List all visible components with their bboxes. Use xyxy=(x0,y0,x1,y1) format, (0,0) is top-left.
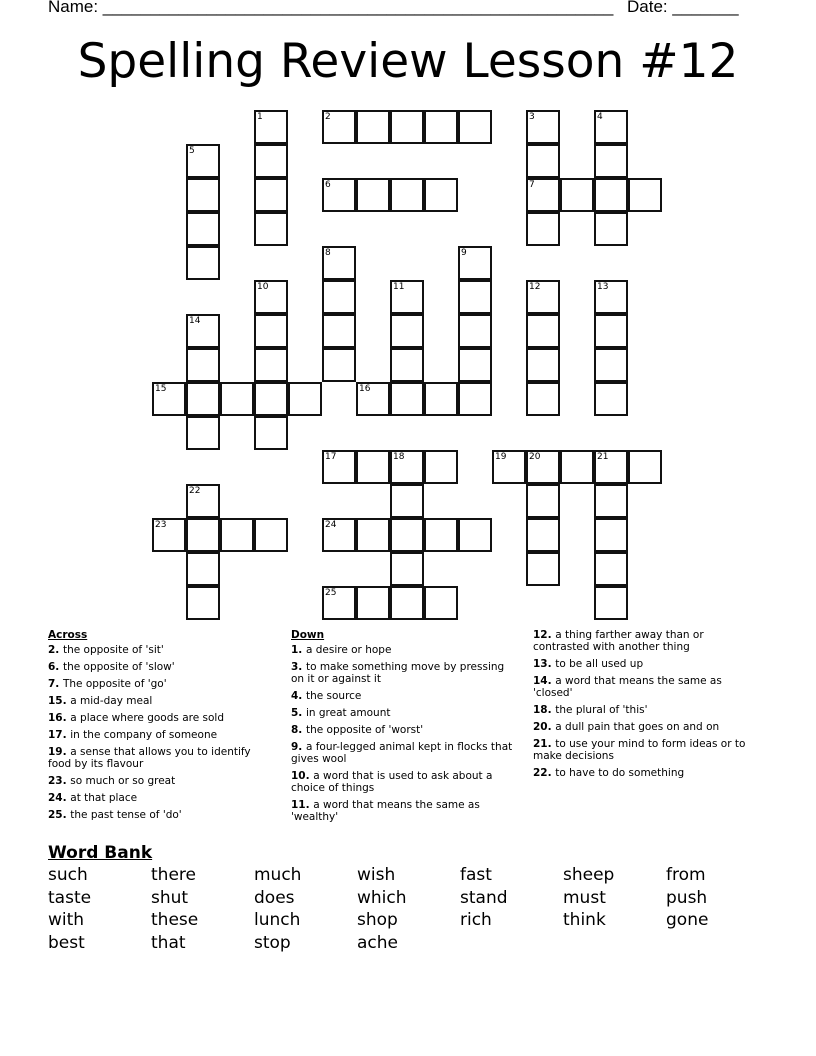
clue-number-label: 24. xyxy=(48,792,71,804)
clue-number-label: 25. xyxy=(48,809,71,821)
word-bank-word: such xyxy=(48,865,88,885)
crossword-cell[interactable] xyxy=(356,450,390,484)
crossword-cell[interactable] xyxy=(186,382,220,416)
clue-number: 1 xyxy=(257,112,263,122)
clue-item xyxy=(533,767,761,779)
word-bank-word: which xyxy=(357,887,407,908)
clue-item xyxy=(48,775,276,787)
clue-number: 12 xyxy=(529,282,541,292)
name-line[interactable]: ______________________________________________________ xyxy=(102,0,614,16)
clue-number: 16 xyxy=(359,384,371,394)
crossword-cell[interactable] xyxy=(390,484,424,518)
word-bank-word: stand xyxy=(460,887,508,908)
clue-text: the plural of 'this' xyxy=(555,704,648,716)
crossword-cell[interactable] xyxy=(254,348,288,382)
word-bank-word: best xyxy=(48,932,85,953)
clue-text: the opposite of 'sit' xyxy=(62,644,164,656)
clue-number: 18 xyxy=(393,452,405,462)
word-bank-word: does xyxy=(254,887,295,908)
clue-text: a desire or hope xyxy=(305,644,392,656)
crossword-cell[interactable] xyxy=(322,110,356,144)
crossword-cell[interactable] xyxy=(594,348,628,382)
clue-item xyxy=(533,629,761,653)
crossword-cell[interactable] xyxy=(594,110,628,144)
word-bank-word: stop xyxy=(254,932,291,953)
crossword-cell[interactable] xyxy=(186,552,220,586)
crossword-cell[interactable] xyxy=(424,178,458,212)
clue-text: so much or so great xyxy=(70,775,176,787)
crossword-cell[interactable] xyxy=(594,212,628,246)
crossword-cell[interactable] xyxy=(186,586,220,620)
word-bank-grid xyxy=(48,865,769,953)
crossword-cell[interactable] xyxy=(526,450,560,484)
crossword-cell[interactable] xyxy=(186,314,220,348)
crossword-cell[interactable] xyxy=(152,518,186,552)
clue-number: 10 xyxy=(257,282,269,292)
crossword-cell[interactable] xyxy=(220,518,254,552)
clue-number-label: 21. xyxy=(533,738,556,750)
crossword-cell[interactable] xyxy=(560,450,594,484)
clue-text: a sense that allows you to identify food by its flavour xyxy=(48,746,251,770)
clue-item xyxy=(291,690,519,702)
down-heading: Down xyxy=(291,629,325,641)
clue-text: a word that is used to ask about a choice of things xyxy=(291,770,493,794)
down-clues-continued xyxy=(533,629,761,784)
word-bank-word: taste xyxy=(48,887,92,908)
crossword-cell[interactable] xyxy=(254,518,288,552)
crossword-cell[interactable] xyxy=(186,348,220,382)
crossword-cell[interactable] xyxy=(356,518,390,552)
clue-number-label: 22. xyxy=(533,767,556,779)
down-clue-list-1 xyxy=(291,644,519,823)
page-title: Spelling Review Lesson #12 xyxy=(77,34,739,89)
word-bank-word: push xyxy=(666,887,708,908)
clue-text: to be all used up xyxy=(555,658,644,670)
clue-number: 19 xyxy=(495,452,507,462)
across-heading: Across xyxy=(48,629,88,641)
clue-number-label: 11. xyxy=(291,799,314,811)
crossword-cell[interactable] xyxy=(186,518,220,552)
crossword-cell[interactable] xyxy=(322,586,356,620)
crossword-cell[interactable] xyxy=(254,144,288,178)
word-bank-word: from xyxy=(666,865,706,885)
crossword-cell[interactable] xyxy=(594,280,628,314)
clue-item xyxy=(533,675,761,699)
crossword-cell[interactable] xyxy=(322,450,356,484)
clue-text: the opposite of 'slow' xyxy=(62,661,175,673)
word-bank-word: there xyxy=(151,865,196,885)
clue-number-label: 13. xyxy=(533,658,556,670)
crossword-cell[interactable] xyxy=(390,110,424,144)
crossword-cell[interactable] xyxy=(594,552,628,586)
clue-item xyxy=(48,809,276,821)
crossword-cell[interactable] xyxy=(458,518,492,552)
crossword-cell[interactable] xyxy=(254,314,288,348)
crossword-cell[interactable] xyxy=(186,416,220,450)
crossword-cell[interactable] xyxy=(458,246,492,280)
word-bank-word: these xyxy=(151,910,199,930)
crossword-cell[interactable] xyxy=(186,178,220,212)
crossword-cell[interactable] xyxy=(390,586,424,620)
clue-item xyxy=(291,770,519,794)
crossword-cell[interactable] xyxy=(322,518,356,552)
crossword-cell[interactable] xyxy=(594,518,628,552)
crossword-cell[interactable] xyxy=(390,552,424,586)
crossword-cell[interactable] xyxy=(254,280,288,314)
crossword-cell[interactable] xyxy=(594,178,628,212)
word-bank-word: with xyxy=(48,910,85,930)
crossword-cell[interactable] xyxy=(560,178,594,212)
clue-text: a word that means the same as 'closed' xyxy=(533,675,722,699)
crossword-cell[interactable] xyxy=(492,450,526,484)
crossword-cell[interactable] xyxy=(322,314,356,348)
clue-text: a mid-day meal xyxy=(70,695,153,707)
clue-text: a thing farther away than or contrasted with another thing xyxy=(533,629,704,653)
crossword-cell[interactable] xyxy=(356,178,390,212)
word-bank-word: much xyxy=(254,865,302,885)
clue-item xyxy=(291,724,519,736)
clue-number: 25 xyxy=(325,588,337,598)
across-clues xyxy=(48,629,276,826)
clue-number: 11 xyxy=(393,282,405,292)
crossword-cell[interactable] xyxy=(526,178,560,212)
clue-number: 14 xyxy=(189,316,201,326)
clue-number: 5 xyxy=(189,146,195,156)
crossword-cell[interactable] xyxy=(152,382,186,416)
crossword-cell[interactable] xyxy=(356,110,390,144)
clue-number: 9 xyxy=(461,248,467,258)
clue-number-label: 4. xyxy=(291,690,306,702)
clue-number: 21 xyxy=(597,452,609,462)
word-bank-word: rich xyxy=(460,910,492,930)
clue-number: 8 xyxy=(325,248,331,258)
crossword-cell[interactable] xyxy=(458,280,492,314)
word-bank-word: shop xyxy=(357,910,398,930)
clue-number: 15 xyxy=(155,384,167,394)
crossword-cell[interactable] xyxy=(424,518,458,552)
clue-item xyxy=(533,704,761,716)
clue-item xyxy=(48,661,276,673)
crossword-cell[interactable] xyxy=(288,382,322,416)
crossword-cell[interactable] xyxy=(322,348,356,382)
clue-number-label: 17. xyxy=(48,729,71,741)
crossword-cell[interactable] xyxy=(526,280,560,314)
crossword-cell[interactable] xyxy=(458,348,492,382)
clue-number: 13 xyxy=(597,282,609,292)
crossword-cell[interactable] xyxy=(390,518,424,552)
clue-number: 6 xyxy=(325,180,331,190)
crossword-cell[interactable] xyxy=(594,314,628,348)
word-bank-word: that xyxy=(151,932,186,953)
down-clue-list-2 xyxy=(533,629,761,779)
crossword-cell[interactable] xyxy=(254,382,288,416)
crossword-cell[interactable] xyxy=(594,586,628,620)
crossword-cell[interactable] xyxy=(458,110,492,144)
clue-number-label: 15. xyxy=(48,695,71,707)
crossword-cell[interactable] xyxy=(186,246,220,280)
clue-number: 24 xyxy=(325,520,337,530)
crossword-cell[interactable] xyxy=(390,450,424,484)
clue-item xyxy=(533,658,761,670)
across-clue-list xyxy=(48,644,276,821)
crossword-cell[interactable] xyxy=(390,314,424,348)
crossword-cell[interactable] xyxy=(390,382,424,416)
crossword-cell[interactable] xyxy=(526,348,560,382)
crossword-cell[interactable] xyxy=(424,450,458,484)
word-bank-word: fast xyxy=(460,865,492,885)
clue-number: 2 xyxy=(325,112,331,122)
clue-text: to use your mind to form ideas or to make decisions xyxy=(533,738,746,762)
clue-number-label: 20. xyxy=(533,721,556,733)
crossword-cell[interactable] xyxy=(322,280,356,314)
word-bank xyxy=(48,843,769,953)
clue-text: The opposite of 'go' xyxy=(62,678,167,690)
word-bank-word: lunch xyxy=(254,910,301,930)
crossword-cell[interactable] xyxy=(356,382,390,416)
clue-item xyxy=(533,738,761,762)
word-bank-word: wish xyxy=(357,865,396,885)
clue-number-label: 8. xyxy=(291,724,306,736)
clue-number-label: 18. xyxy=(533,704,556,716)
crossword-cell[interactable] xyxy=(458,382,492,416)
clue-number-label: 3. xyxy=(291,661,306,673)
crossword-cell[interactable] xyxy=(186,484,220,518)
crossword-cell[interactable] xyxy=(390,178,424,212)
clue-number-label: 10. xyxy=(291,770,314,782)
word-bank-word: must xyxy=(563,887,606,908)
clue-number: 7 xyxy=(529,180,535,190)
clue-item xyxy=(291,741,519,765)
word-bank-word: ache xyxy=(357,932,398,953)
crossword-cell[interactable] xyxy=(390,280,424,314)
clue-text: in the company of someone xyxy=(70,729,218,741)
crossword-cell[interactable] xyxy=(526,212,560,246)
clue-item xyxy=(48,644,276,656)
crossword-cell[interactable] xyxy=(322,178,356,212)
crossword-cell[interactable] xyxy=(424,382,458,416)
clue-item xyxy=(291,644,519,656)
clue-number-label: 12. xyxy=(533,629,556,641)
word-bank-title: Word Bank xyxy=(48,843,153,863)
clue-text: a word that means the same as 'wealthy' xyxy=(291,799,480,823)
clue-item xyxy=(291,661,519,685)
clue-item xyxy=(48,712,276,724)
clue-number-label: 9. xyxy=(291,741,306,753)
crossword-cell[interactable] xyxy=(526,382,560,416)
clue-number-label: 6. xyxy=(48,661,63,673)
name-label: Name: xyxy=(48,0,103,16)
word-bank-word: shut xyxy=(151,887,189,908)
clue-text: a dull pain that goes on and on xyxy=(555,721,720,733)
clue-text: at that place xyxy=(70,792,138,804)
clue-number: 3 xyxy=(529,112,535,122)
crossword-cell[interactable] xyxy=(356,586,390,620)
crossword-cell[interactable] xyxy=(526,110,560,144)
crossword-cell[interactable] xyxy=(628,450,662,484)
clue-item xyxy=(48,678,276,690)
crossword-cell[interactable] xyxy=(526,314,560,348)
crossword-cell[interactable] xyxy=(220,382,254,416)
clue-text: in great amount xyxy=(305,707,391,719)
down-clues xyxy=(291,629,519,828)
crossword-cell[interactable] xyxy=(424,586,458,620)
clue-text: the source xyxy=(305,690,362,702)
clue-number-label: 2. xyxy=(48,644,63,656)
crossword-cell[interactable] xyxy=(526,484,560,518)
crossword-cell[interactable] xyxy=(458,314,492,348)
clue-number-label: 16. xyxy=(48,712,71,724)
clue-item xyxy=(291,799,519,823)
crossword-cell[interactable] xyxy=(254,110,288,144)
crossword-cell[interactable] xyxy=(526,144,560,178)
crossword-cell[interactable] xyxy=(628,178,662,212)
crossword-cell[interactable] xyxy=(254,212,288,246)
clue-text: the past tense of 'do' xyxy=(70,809,182,821)
crossword-cell[interactable] xyxy=(322,246,356,280)
crossword-cell[interactable] xyxy=(186,144,220,178)
clue-text: the opposite of 'worst' xyxy=(305,724,424,736)
crossword-cell[interactable] xyxy=(254,178,288,212)
clue-item xyxy=(48,695,276,707)
crossword-cell[interactable] xyxy=(254,416,288,450)
date-line[interactable]: _______ xyxy=(672,0,739,16)
crossword-cell[interactable] xyxy=(594,450,628,484)
clue-number: 22 xyxy=(189,486,201,496)
crossword-cell[interactable] xyxy=(186,212,220,246)
clue-number-label: 1. xyxy=(291,644,306,656)
clue-text: to have to do something xyxy=(555,767,685,779)
clue-number: 20 xyxy=(529,452,541,462)
clue-item xyxy=(48,746,276,770)
crossword-cell[interactable] xyxy=(526,518,560,552)
crossword-cell[interactable] xyxy=(390,348,424,382)
clue-number-label: 19. xyxy=(48,746,71,758)
clue-item xyxy=(48,729,276,741)
crossword-cell[interactable] xyxy=(526,552,560,586)
clue-number-label: 14. xyxy=(533,675,556,687)
crossword-cell[interactable] xyxy=(594,144,628,178)
date-label: Date: xyxy=(627,0,673,16)
clue-number: 23 xyxy=(155,520,167,530)
clue-number-label: 23. xyxy=(48,775,71,787)
crossword-cell[interactable] xyxy=(594,382,628,416)
word-bank-word: sheep xyxy=(563,865,615,885)
clue-item xyxy=(533,721,761,733)
clue-text: a four-legged animal kept in flocks that gives wool xyxy=(291,741,513,765)
clue-item xyxy=(48,792,276,804)
clue-number: 17 xyxy=(325,452,337,462)
clue-number: 4 xyxy=(597,112,603,122)
clue-number-label: 7. xyxy=(48,678,63,690)
word-bank-word: think xyxy=(563,910,606,930)
word-bank-word: gone xyxy=(666,910,709,930)
crossword-cell[interactable] xyxy=(424,110,458,144)
clue-item xyxy=(291,707,519,719)
clue-text: to make something move by pressing on it or against it xyxy=(291,661,505,685)
clue-number-label: 5. xyxy=(291,707,306,719)
crossword-cell[interactable] xyxy=(594,484,628,518)
clue-text: a place where goods are sold xyxy=(70,712,224,724)
